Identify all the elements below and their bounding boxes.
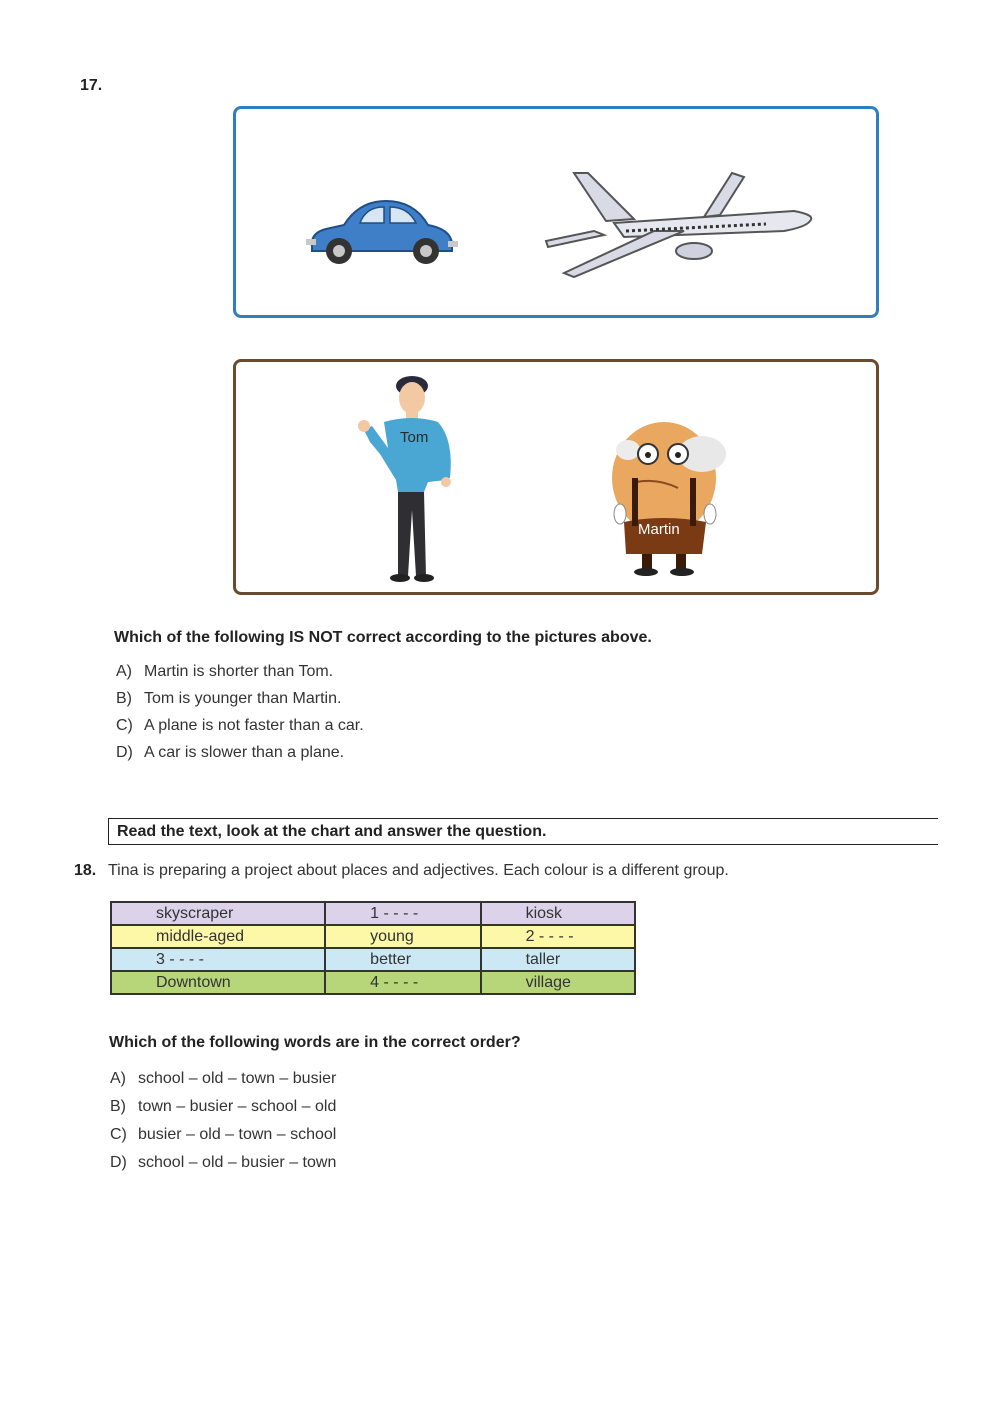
- option-letter: D): [110, 1154, 127, 1171]
- question-18-number: 18.: [74, 862, 97, 879]
- option-text: A plane is not faster than a car.: [144, 717, 364, 734]
- option-text: busier – old – town – school: [138, 1126, 337, 1143]
- car-illustration: [304, 197, 460, 267]
- vehicles-picture-frame: [233, 106, 879, 318]
- chart-cell: Downtown: [111, 971, 325, 994]
- chart-row-2: [111, 925, 635, 948]
- tom-label: Tom: [400, 429, 429, 446]
- chart-cell: middle-aged: [111, 925, 325, 948]
- question-18-text: Tina is preparing a project about places and adjectives. Each colour is a different group.: [108, 862, 729, 879]
- chart-cell: skyscraper: [111, 902, 325, 925]
- chart-cell: 3 - - - -: [111, 948, 325, 971]
- plane-illustration: [544, 171, 820, 283]
- question-18-option-c[interactable]: [110, 1126, 336, 1144]
- option-letter: B): [110, 1098, 126, 1115]
- chart-cell: kiosk: [481, 902, 635, 925]
- adjectives-chart: [110, 901, 636, 995]
- option-text: Martin is shorter than Tom.: [144, 663, 334, 680]
- option-text: town – busier – school – old: [138, 1098, 337, 1115]
- option-letter: A): [110, 1070, 126, 1087]
- chart-cell: 4 - - - -: [325, 971, 480, 994]
- chart-cell: 2 - - - -: [481, 925, 635, 948]
- chart-row-1: [111, 902, 635, 925]
- question-17-option-c[interactable]: [116, 717, 364, 735]
- chart-cell: better: [325, 948, 480, 971]
- chart-row-3: [111, 948, 635, 971]
- question-17-number: 17.: [80, 77, 103, 94]
- chart-cell: taller: [481, 948, 635, 971]
- chart-cell: 1 - - - -: [325, 902, 480, 925]
- question-17-option-b[interactable]: [116, 690, 341, 708]
- option-text: A car is slower than a plane.: [144, 744, 345, 761]
- option-text: school – old – busier – town: [138, 1154, 337, 1171]
- question-18-option-d[interactable]: [110, 1154, 336, 1172]
- question-17-option-a[interactable]: [116, 663, 333, 681]
- chart-row-4: [111, 971, 635, 994]
- question-18-option-b[interactable]: [110, 1098, 336, 1116]
- option-letter: A): [116, 663, 132, 680]
- option-text: Tom is younger than Martin.: [144, 690, 342, 707]
- option-letter: C): [116, 717, 133, 734]
- question-18-prompt: Which of the following words are in the correct order?: [109, 1034, 521, 1051]
- option-letter: C): [110, 1126, 127, 1143]
- chart-cell: young: [325, 925, 480, 948]
- question-18-option-a[interactable]: [110, 1070, 336, 1088]
- option-letter: B): [116, 690, 132, 707]
- question-18-stem: [74, 862, 729, 880]
- tom-figure: [354, 370, 464, 584]
- people-picture-frame: [233, 359, 879, 595]
- option-letter: D): [116, 744, 133, 761]
- option-text: school – old – town – busier: [138, 1070, 337, 1087]
- question-17-prompt: Which of the following IS NOT correct according to the pictures above.: [114, 629, 652, 646]
- instruction-banner: Read the text, look at the chart and answer the question.: [108, 818, 938, 845]
- chart-cell: village: [481, 971, 635, 994]
- martin-figure: [606, 418, 736, 578]
- martin-label: Martin: [638, 521, 680, 538]
- question-17-option-d[interactable]: [116, 744, 344, 762]
